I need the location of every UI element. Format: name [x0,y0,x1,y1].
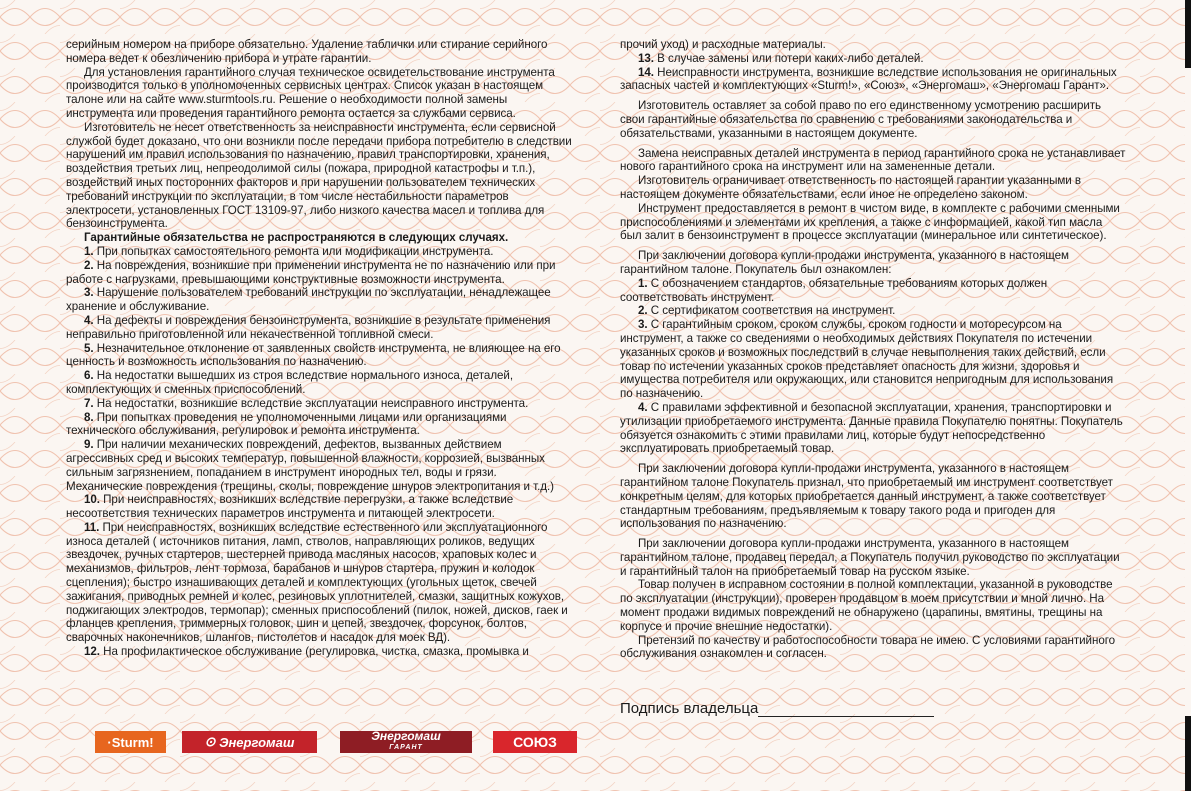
numbered-clause [66,314,572,342]
clause-number: 6. [84,369,94,383]
right-text-column [620,38,1126,661]
clause-text: серийным номером на приборе обязательно. Удаление таблички или стирание серийного номера ведет к обезличению прибора и утрате гарантии. [66,38,548,65]
clause-number: 14. [638,65,654,79]
clause-text: Гарантийные обязательства не распространяются в следующих случаях. [84,231,509,245]
clause-text: Изготовитель не несет ответственность за неисправности инструмента, если сервисной службой будет доказано, что они возникли после передачи прибора потребителю в следствии нарушений им правил использования по назначению, правил транспортировки, хранения, воздействия третьих лиц, непреодолимой силы (пожара, природной катастрофы и т.п.), воздействий иных посторонних факторов и при нарушении пользователем технических требований инструкции по эксплуатации, в том числе нестабильности параметров электросети, установленных ГОСТ 13109-97, либо низкого качества масел и топлива для бензоинструмента. [66,120,572,231]
paragraph [620,634,1126,662]
clause-text: Инструмент предоставляется в ремонт в чистом виде, в комплекте с рабочими сменными приспособлениями и элементами их крепления, а также с информацией, какой тип масла был залит в бензоинструмент в процессе эксплуатации (минеральное или синтетическое). [620,201,1120,243]
paragraph [620,99,1126,140]
paragraph [620,38,1126,52]
clause-number: 9. [84,438,94,452]
clause-text: При заключении договора купли-продажи инструмента, указанного в настоящем гарантийном талоне, продавец передал, а Покупатель получил руководство по эксплуатации и гарантийный талон на приобретаемый товар на русском языке. [620,537,1120,578]
numbered-clause [66,438,572,493]
clause-text: прочий уход) и расходные материалы. [620,38,826,51]
clause-text: При попытках самостоятельного ремонта или модификации инструмента. [96,244,494,258]
signature-label: Подпись владельца [620,700,759,717]
paragraph [620,537,1126,578]
numbered-clause [620,401,1126,456]
numbered-clause [66,397,572,411]
paragraph [620,578,1126,633]
clause-text: При неисправностях, возникших вследствие естественного или эксплуатационного износа деталей ( источников питания, ламп, стволов, направляющих роликов, ведущих звездочек, ручных стартеров, шестерней привода масляных насосов, храповых колес и механизмов, фильтров, лент тормоза, барабанов и шнуров стартера, пружин и колодок сцепления); быстро изнашивающих деталей и комплектующих (угольных щеток, свечей зажигания, приводных ремней и колес, резиновых уплотнителей, смазки, защитных кожухов, поджигающих электродов, термопар); сменных приспособлений (пилок, ножей, дисков, гаек и фланцев крепления, триммерных головок, шин и цепей, звездочек, форсунок, болтов, сварочных наконечников, шлангов, пистолетов и насадок для моек ВД). [66,520,568,645]
numbered-clause [66,342,572,370]
paragraph [620,174,1126,202]
clause-number: 8. [84,410,94,424]
clause-text: На дефекты и повреждения бензоинструмента, возникшие в результате применения неправильно приготовленной или некачественной топливной смеси. [66,313,551,341]
clause-number: 3. [84,286,94,300]
clause-text: Нарушение пользователем требований инструкции по эксплуатации, ненадлежащее хранение и обслуживание. [66,286,551,314]
clause-number: 1. [84,244,94,258]
numbered-clause [620,52,1126,66]
clause-text: Для установления гарантийного случая техническое освидетельствование инструмента производится только в уполномоченных сервисных центрах. Список указан в настоящем талоне или на сайте www.sturmtools.ru. Решение о необходимости полной замены инструмента или проведения гарантийного ремонта остается за службами сервиса. [66,65,555,120]
numbered-clause [620,66,1126,94]
clause-number: 4. [638,400,648,414]
signature-line [758,702,934,717]
clause-number: 13. [638,51,654,65]
paragraph [620,202,1126,243]
paragraph [620,249,1126,277]
clause-text: На профилактическое обслуживание (регулировка, чистка, смазка, промывка и [103,645,529,659]
clause-text: На повреждения, возникшие при применении инструмента не по назначению или при работе с нагрузками, превышающими конструктивные возможности инструмента. [66,258,556,286]
clause-text: Замена неисправных деталей инструмента в период гарантийного срока не устанавливает нового гарантийного срока на инструмент или на замененные детали. [620,146,1126,174]
clause-text: При заключении договора купли-продажи инструмента, указанного в настоящем гарантийном талоне. Покупатель был ознакомлен: [620,249,1069,276]
soyuz-logo: СОЮЗ [493,731,577,753]
clause-text: Изготовитель ограничивает ответственность по настоящей гарантии указанными в настоящем документе обязательствами, если иное не определено законом. [620,174,1081,201]
clause-text: На недостатки вышедших из строя вследствие нормального износа, деталей, комплектующих и сменных приспособлений. [66,369,514,396]
paragraph [620,462,1126,531]
numbered-clause [66,259,572,287]
clause-text: Товар получен в исправном состоянии в полной комплектации, указанной в руководстве по эксплуатации (инструкции), проверен продавцом в моем присутствии и мной лично. На момент продажи видимых повреждений не обнаружено (царапины, вмятины, трещины на корпусе и прочие внешние недостатки). [620,578,1113,633]
paragraph [66,66,572,121]
numbered-clause [66,493,572,521]
clause-text: Претензий по качеству и работоспособности товара не имею. С условиями гарантийного обслуживания ознакомлен и согласен. [620,633,1116,661]
section-heading [66,231,572,245]
numbered-clause [620,277,1126,305]
energomash-garant-logo: Энергомаш ГАРАНТ [340,731,472,753]
paragraph [66,121,572,231]
numbered-clause [66,286,572,314]
clause-text: С гарантийным сроком, сроком службы, сроком годности и моторесурсом на инструмент, а также со сведениями о необходимых действиях Покупателя по истечении указанных сроков и возможных последствий в случае невыполнения таких действий, если товар по истечении указанных сроков представляет опасность для жизни, здоровья и имущества потребителя или окружающих, или становится непригодным для использования по назначению. [620,318,1114,401]
clause-text: С правилами эффективной и безопасной эксплуатации, хранения, транспортировки и утилизации приобретаемого инструмента. Данные правила Покупателю понятны. Покупатель обязуется ознакомить с этими правилами лиц, которые будут непосредственно эксплуатировать приобретаемый товар. [620,400,1123,456]
clause-number: 1. [638,276,648,290]
clause-number: 10. [84,493,100,507]
sturm-logo: ·Sturm! [95,731,166,753]
clause-number: 3. [638,318,648,332]
clause-text: Неисправности инструмента, возникшие вследствие использования не оригинальных запасных частей и комплектующих «Sturm!», «Союз», «Энергомаш», «Энергомаш Гарант». [620,65,1117,93]
clause-text: При попытках проведения не уполномоченными лицами или организациями технического обслуживания, регулировок и ремонта инструмента. [66,410,507,438]
clause-text: При заключении договора купли-продажи инструмента, указанного в настоящем гарантийном талоне Покупатель признал, что приобретаемый им инструмент соответствует конкретным целям, для которых приобретается данный инструмент, а также соответствует стандартным требованиям, предъявляемым к товару такого рода и пригоден для использования по назначению. [620,462,1113,531]
clause-number: 2. [638,304,648,318]
numbered-clause [66,369,572,397]
clause-text: С сертификатом соответствия на инструмент. [650,304,896,318]
numbered-clause [66,645,572,659]
clause-number: 12. [84,645,100,659]
numbered-clause [620,304,1126,318]
left-text-column [66,38,572,659]
energomash-logo: ⊙ Энергомаш [182,731,317,753]
owner-signature [620,700,934,717]
numbered-clause [620,318,1126,401]
clause-text: При неисправностях, возникших вследствие перегрузки, а также вследствие несоответствия технических параметров инструмента и питающей электросети. [66,493,514,521]
clause-number: 2. [84,258,94,272]
paragraph [620,147,1126,175]
numbered-clause [66,245,572,259]
clause-number: 5. [84,341,94,355]
clause-text: Изготовитель оставляет за собой право по его единственному усмотрению расширить свои гарантийные обязательства по сравнению с требованиями законодательства и обязательствами, указанными в настоящем документе. [620,99,1102,140]
clause-text: С обозначением стандартов, обязательные требованиям которых должен соответствовать инструмент. [620,276,1048,304]
paragraph [66,38,572,66]
clause-text: На недостатки, возникшие вследствие эксплуатации неисправного инструмента. [96,396,529,410]
clause-number: 4. [84,313,94,327]
numbered-clause [66,521,572,645]
clause-number: 7. [84,396,94,410]
clause-text: В случае замены или потери каких-либо деталей. [657,51,924,65]
clause-text: Незначительное отклонение от заявленных свойств инструмента, не влияющее на его ценность и возможность использования по назначению. [66,341,561,369]
clause-number: 11. [84,520,100,534]
numbered-clause [66,411,572,439]
clause-text: При наличии механических повреждений, дефектов, вызванных действием агрессивных сред и высоких температур, повышенной влажности, коррозией, вызванных сильным загрязнением, попаданием в инструмент инородных тел, воды и грязи. Механические повреждения (трещины, сколы, повреждение шнуров электропитания и т.д.) [66,438,554,493]
